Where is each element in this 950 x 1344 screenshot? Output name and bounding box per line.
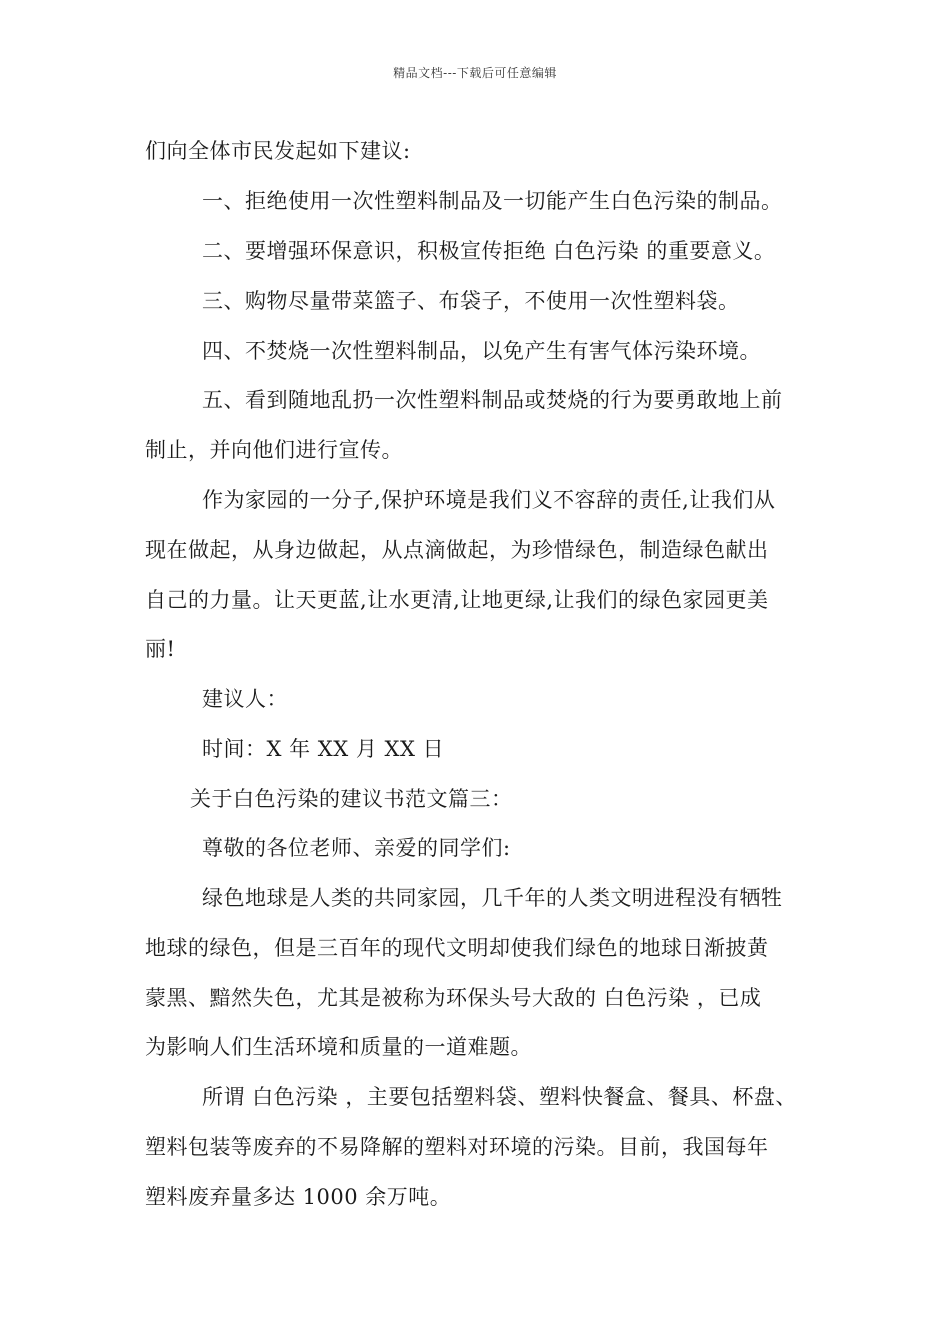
text-line: 尊敬的各位老师、亲爱的同学们:	[202, 836, 511, 860]
text-line: 丽!	[145, 637, 176, 661]
text-line: 塑料包装等废弃的不易降解的塑料对环境的污染。目前，我国每年	[145, 1135, 769, 1159]
page-header: 精品文档---下载后可任意编辑	[393, 66, 557, 80]
text-line: 三、购物尽量带菜篮子、布袋子，不使用一次性塑料袋。	[202, 289, 740, 313]
text-line: 地球的绿色，但是三百年的现代文明却使我们绿色的地球日渐披黄	[145, 936, 769, 960]
text-line: 制止，并向他们进行宣传。	[145, 438, 403, 462]
text-line: 一、拒绝使用一次性塑料制品及一切能产生白色污染的制品。	[202, 189, 783, 213]
text-line: 绿色地球是人类的共同家园，几千年的人类文明进程没有牺牲	[202, 886, 783, 910]
text-line: 自己的力量。让天更蓝,让水更清,让地更绿,让我们的绿色家园更美	[145, 588, 769, 612]
text-line: 现在做起，从身边做起，从点滴做起，为珍惜绿色，制造绿色献出	[145, 538, 769, 562]
text-line: 为影响人们生活环境和质量的一道难题。	[145, 1035, 532, 1059]
text-line: 四、不焚烧一次性塑料制品，以免产生有害气体污染环境。	[202, 339, 761, 363]
text-line: 关于白色污染的建议书范文篇三：	[190, 787, 513, 811]
text-line: 二、要增强环保意识，积极宣传拒绝 白色污染 的重要意义。	[202, 239, 776, 263]
text-line: 建议人：	[202, 687, 288, 711]
text-line: 所谓 白色污染 ，主要包括塑料袋、塑料快餐盒、餐具、杯盘、	[202, 1085, 797, 1109]
text-line: 们向全体市民发起如下建议:	[145, 139, 411, 163]
text-line: 蒙黑、黯然失色，尤其是被称为环保头号大敌的 白色污染 ，已成	[145, 986, 762, 1010]
text-line: 作为家园的一分子,保护环境是我们义不容辞的责任,让我们从	[202, 488, 776, 512]
text-line: 时间：X 年 XX 月 XX 日	[202, 737, 445, 761]
text-line: 五、看到随地乱扔一次性塑料制品或焚烧的行为要勇敢地上前	[202, 388, 783, 412]
text-line: 塑料废弃量多达 1000 余万吨。	[145, 1185, 452, 1209]
